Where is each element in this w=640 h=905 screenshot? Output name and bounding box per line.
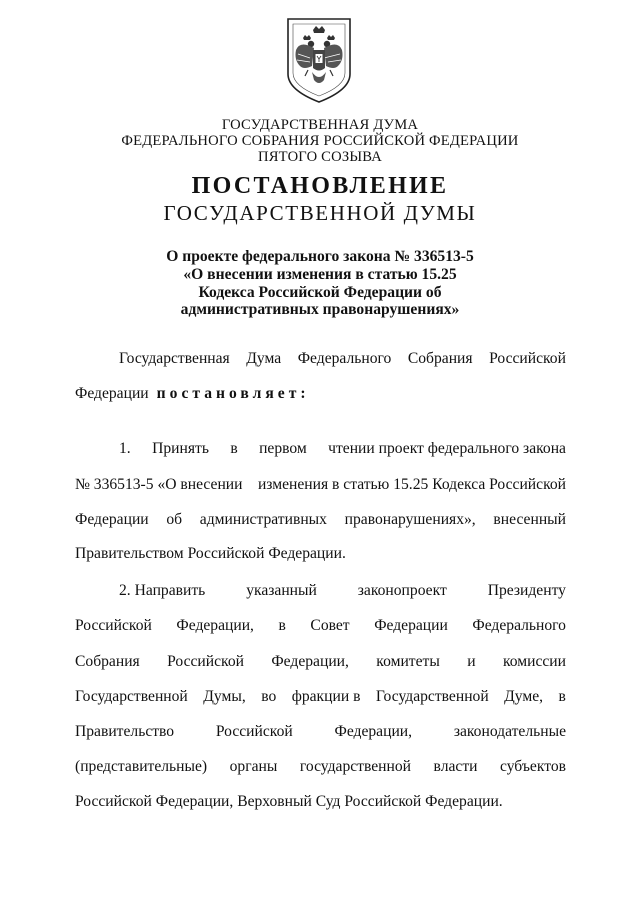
word: законодательные — [453, 723, 566, 740]
word: Федерации — [75, 511, 149, 528]
word: (представительные) — [75, 758, 208, 775]
preamble-line — [75, 384, 566, 404]
word: Государственной — [375, 688, 489, 705]
word: 1. — [119, 440, 131, 457]
item-1-line — [119, 439, 566, 459]
word: Федерации, — [176, 617, 254, 634]
word: во — [261, 688, 277, 705]
word: власти — [433, 758, 478, 775]
item-2-line — [75, 687, 566, 707]
item-1-line — [75, 544, 566, 564]
subject-line: О проекте федерального закона № 336513-5 — [166, 248, 474, 265]
word: первом — [259, 440, 307, 457]
word: Российской — [489, 350, 566, 367]
item-2-line — [75, 652, 566, 672]
word: и — [467, 653, 476, 670]
word: Российской — [75, 617, 152, 634]
word: в — [230, 440, 238, 457]
item-2-line — [75, 616, 566, 636]
word: административных — [199, 511, 327, 528]
org-title-line: ФЕДЕРАЛЬНОГО СОБРАНИЯ РОССИЙСКОЙ ФЕДЕРАЦИИ — [121, 133, 519, 149]
word: № 336513-5 «О внесении — [75, 476, 243, 493]
item-2-line — [119, 581, 566, 601]
word: Совет — [310, 617, 350, 634]
word: Принять — [152, 440, 209, 457]
subject-line: «О внесении изменения в статью 15.25 — [183, 266, 457, 283]
word: изменения в статью 15.25 Кодекса Российской — [257, 476, 566, 493]
word: Президенту — [487, 582, 566, 599]
word: Думы, — [203, 688, 246, 705]
word: Дума — [246, 350, 282, 367]
word: Правительство — [75, 723, 175, 740]
word: Федерального — [297, 350, 392, 367]
document-subtitle: ГОСУДАРСТВЕННОЙ ДУМЫ — [163, 201, 477, 225]
word: указанный — [246, 582, 317, 599]
word: об — [166, 511, 183, 528]
russian-coat-of-arms-icon — [284, 16, 354, 104]
word: Федерации, — [334, 723, 413, 740]
item-2-line — [75, 792, 566, 812]
document-type-heading: ПОСТАНОВЛЕНИЕ — [191, 173, 449, 199]
word: государственной — [299, 758, 412, 775]
word: внесенный — [493, 511, 566, 528]
word: в — [558, 688, 566, 705]
word: Государственная — [119, 350, 230, 367]
word: Собрания — [75, 653, 140, 670]
item-1-line — [75, 510, 566, 530]
word: комиссии — [502, 653, 566, 670]
word: фракции в — [291, 688, 361, 705]
word: Государственной — [75, 688, 188, 705]
resolution-keyword: постановляет: — [156, 385, 310, 402]
item-2-line — [75, 757, 566, 777]
org-title-line: ПЯТОГО СОЗЫВА — [257, 149, 383, 165]
word: Федерации — [75, 385, 149, 402]
word: Федерального — [472, 617, 566, 634]
word: комитеты — [376, 653, 440, 670]
subject-line: административных правонарушениях» — [180, 301, 460, 318]
word: правонарушениях», — [344, 511, 476, 528]
preamble-line — [119, 349, 566, 369]
word: Федерации — [374, 617, 448, 634]
word: органы — [229, 758, 278, 775]
word: Российской Федерации, Верховный Суд Российской Федерации. — [75, 793, 503, 810]
subject-line: Кодекса Российской Федерации об — [198, 284, 442, 301]
word: Российской — [167, 653, 244, 670]
org-title-line: ГОСУДАРСТВЕННАЯ ДУМА — [221, 117, 419, 133]
word: Правительством Российской Федерации. — [75, 545, 346, 562]
word: Российской — [215, 723, 293, 740]
word: в — [278, 617, 286, 634]
word: законопроект — [357, 582, 447, 599]
word: субъектов — [500, 758, 566, 775]
word: Собрания — [407, 350, 473, 367]
word: 2. Направить — [119, 582, 206, 599]
word: Думе, — [504, 688, 544, 705]
item-2-line — [75, 722, 566, 742]
word: чтении проект федерального закона — [328, 440, 566, 457]
item-1-line — [75, 475, 566, 495]
word: Федерации, — [271, 653, 349, 670]
